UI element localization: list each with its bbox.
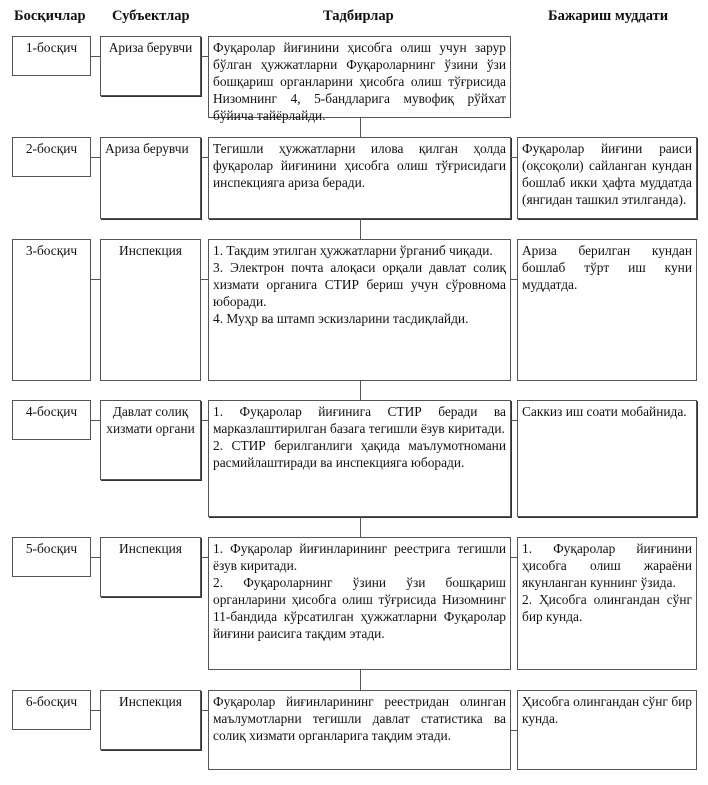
- connector: [91, 279, 100, 280]
- stage-label: 1-босқич: [25, 40, 78, 55]
- actions-box-1: [208, 36, 511, 123]
- deadline-item: Саккиз иш соати мобайнида.: [522, 404, 687, 419]
- deadline-box-5: [517, 537, 697, 670]
- subject-label: Инспекция: [119, 694, 182, 709]
- action-item: 2. Фуқароларнинг ўзини ўзи бошқариш органларини ҳисобга олиш тўғрисида Низомнинг 11-бандида кўрсатилган ҳужжатларни Фуқаролар йиғини раисига тақдим этади.: [213, 575, 506, 641]
- subject-box-6: [100, 690, 201, 750]
- deadline-item: Ариза берилган кундан бошлаб тўрт иш куни муддатда.: [522, 243, 692, 292]
- action-item: Фуқаролар йиғинини ҳисобга олиш учун зарур бўлган ҳужжатларни Фуқароларнинг ўзини ўзи бошқариш органларини ҳисобга олиш тўғрисида Низомнинг 4, 5-бандларига мувофиқ рўйхат бўйича тайёрлайди.: [213, 40, 506, 123]
- stage-label: 5-босқич: [25, 541, 78, 556]
- connector: [91, 157, 100, 158]
- flow-connector: [360, 219, 361, 239]
- actions-box-3: [208, 239, 511, 381]
- stage-box-2: [12, 137, 91, 177]
- subject-box-5: [100, 537, 201, 597]
- subject-box-1: [100, 36, 201, 96]
- stage-label: 3-босқич: [25, 243, 78, 258]
- flow-connector: [360, 517, 361, 537]
- connector: [201, 557, 208, 558]
- action-item: 1. Фуқаролар йиғинларининг реестрига тегишли ёзув киритади.: [213, 541, 506, 573]
- subject-label: Ариза берувчи: [108, 40, 193, 55]
- connector: [91, 557, 100, 558]
- action-item: 2. СТИР берилганлиги ҳақида маълумотномани расмийлаштиради ва инспекцияга юборади.: [213, 438, 506, 470]
- connector: [201, 157, 208, 158]
- action-item: 4. Муҳр ва штамп эскизларини тасдиқлайди.: [213, 311, 469, 326]
- connector: [201, 420, 208, 421]
- action-item: Тегишли ҳужжатларни илова қилган ҳолда фуқаролар йиғинини ҳисобга олиш тўғрисидаги инспекцияга ариза беради.: [213, 141, 506, 190]
- deadline-item: Фуқаролар йиғини раиси (оқсоқоли) сайланган кундан бошлаб икки ҳафта муддатда (янгидан ташкил этилганда).: [522, 141, 692, 207]
- header-actions: Тадбирлар: [323, 8, 394, 24]
- connector: [201, 279, 208, 280]
- stage-box-3: [12, 239, 91, 381]
- deadline-item: 2. Ҳисобга олингандан сўнг бир кунда.: [522, 592, 692, 624]
- subject-box-4: [100, 400, 201, 480]
- flow-connector: [360, 118, 361, 137]
- flow-connector: [360, 381, 361, 400]
- stage-label: 2-босқич: [25, 141, 78, 156]
- deadline-box-2: [517, 137, 697, 219]
- deadline-box-3: [517, 239, 697, 381]
- actions-box-6: [208, 690, 511, 770]
- header-deadline: Бажариш муддати: [548, 8, 669, 24]
- connector: [201, 56, 208, 57]
- deadline-item: 1. Фуқаролар йиғинини ҳисобга олиш жараёни якунланган куннинг ўзида.: [522, 541, 692, 590]
- flow-connector: [360, 670, 361, 690]
- actions-box-2: [208, 137, 511, 219]
- stage-label: 4-босқич: [25, 404, 78, 419]
- header-stages: Босқичлар: [14, 8, 86, 24]
- stage-label: 6-босқич: [25, 694, 78, 709]
- subject-label: Ариза берувчи: [105, 141, 189, 156]
- action-item: 1. Тақдим этилган ҳужжатларни ўрганиб чиқади.: [213, 243, 493, 258]
- subject-label: Давлат солиқ хизмати органи: [106, 404, 195, 436]
- deadline-box-4: [517, 400, 697, 517]
- actions-box-5: [208, 537, 511, 670]
- subject-label: Инспекция: [119, 243, 182, 258]
- connector: [91, 710, 100, 711]
- subject-box-2: [100, 137, 201, 219]
- action-item: 1. Фуқаролар йиғинига СТИР беради ва марказлаштирилган базага тегишли ёзув киритади.: [213, 404, 506, 436]
- subject-box-3: [100, 239, 201, 381]
- header-subjects: Субъектлар: [112, 8, 190, 24]
- subject-label: Инспекция: [119, 541, 182, 556]
- deadline-item: Ҳисобга олингандан сўнг бир кунда.: [522, 694, 692, 726]
- stage-box-5: [12, 537, 91, 577]
- actions-box-4: [208, 400, 511, 517]
- action-item: Фуқаролар йиғинларининг реестридан олинган маълумотларни тегишли давлат статистика ва солиқ хизмати органларига тақдим этади.: [213, 694, 506, 743]
- stage-box-4: [12, 400, 91, 440]
- deadline-box-6: [517, 690, 697, 770]
- stage-box-1: [12, 36, 91, 76]
- stage-box-6: [12, 690, 91, 730]
- action-item: 3. Электрон почта алоқаси орқали давлат солиқ хизмати органига СТИР бериш учун сўровнома юборади.: [213, 260, 506, 309]
- connector: [201, 710, 208, 711]
- connector: [91, 56, 100, 57]
- connector: [91, 420, 100, 421]
